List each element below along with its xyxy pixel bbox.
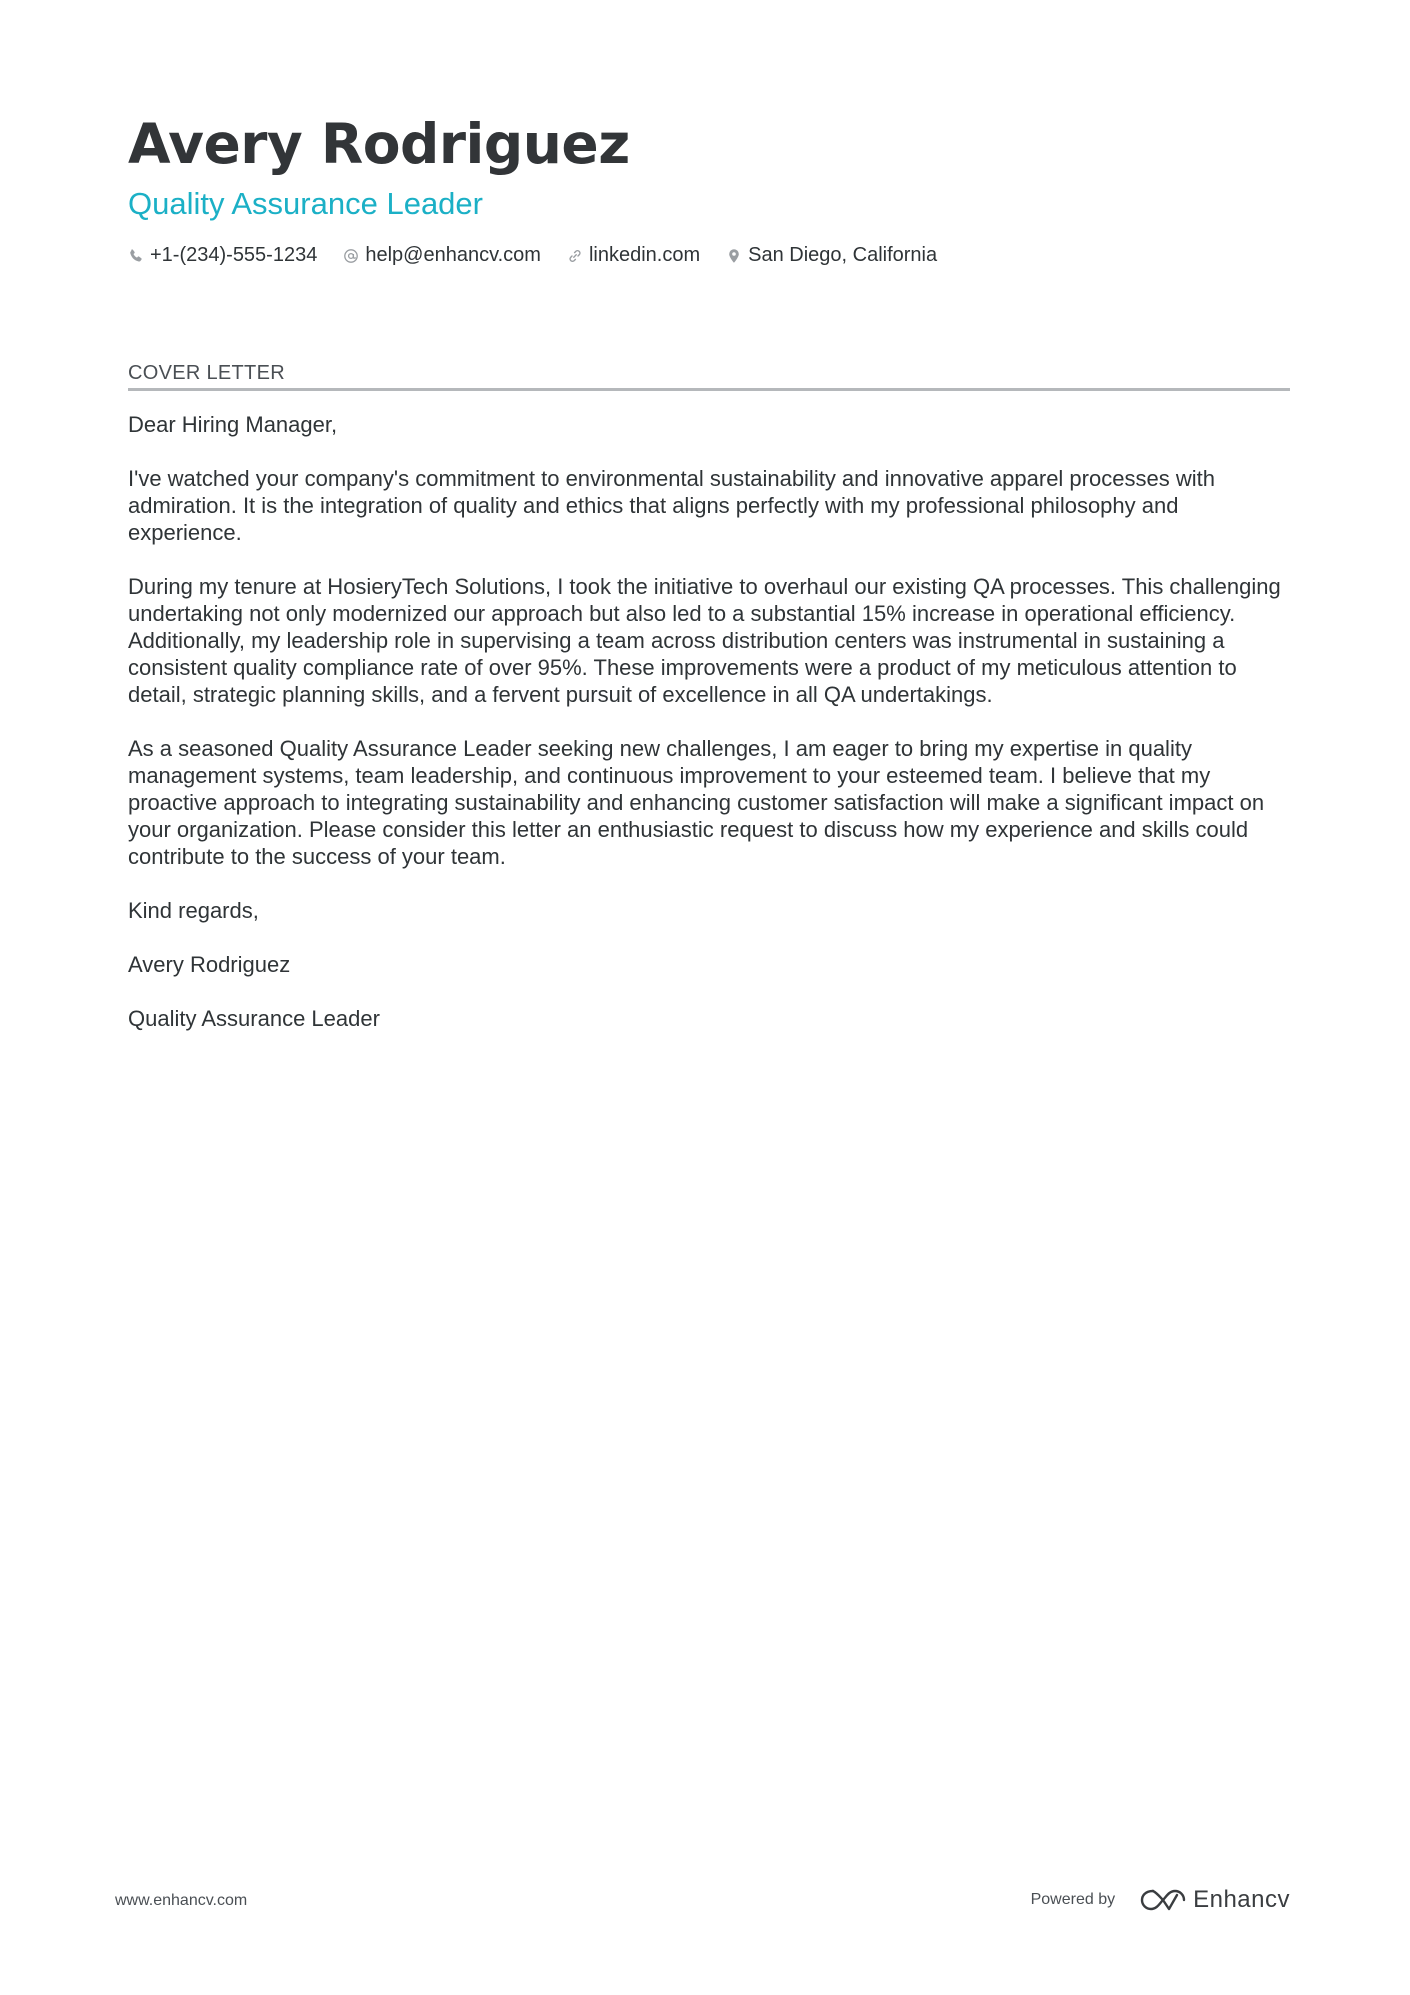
contact-email (343, 244, 541, 267)
applicant-name: Avery Rodriguez (128, 112, 630, 176)
link-icon (567, 248, 583, 264)
letter-body (128, 411, 1290, 1032)
header (128, 108, 1290, 267)
contact-location-text: San Diego, California (748, 244, 938, 266)
enhancv-logo-icon (1139, 1887, 1187, 1913)
applicant-role: Quality Assurance Leader (128, 186, 483, 221)
enhancv-wordmark: Enhancv (1193, 1886, 1290, 1913)
phone-icon (128, 248, 144, 264)
letter-paragraph: As a seasoned Quality Assurance Leader seeking new challenges, I am eager to bring my expertise in quality management systems, team leadership, and continuous improvement to your esteemed team. I believe that my proactive approach to integrating sustainability and enhancing customer satisfaction will make a significant impact on your organization. Please consider this letter an enthusiastic request to discuss how my experience and skills could contribute to the success of your team. (128, 736, 1265, 869)
signature-title: Quality Assurance Leader (128, 1006, 380, 1031)
cover-letter-section (128, 360, 1290, 1032)
contact-link (567, 244, 700, 267)
section-divider (128, 388, 1290, 391)
letter-greeting: Dear Hiring Manager, (128, 412, 338, 437)
contact-bar (128, 244, 1290, 267)
powered-by-label: Powered by (1030, 1891, 1116, 1908)
contact-link-text: linkedin.com (588, 244, 701, 266)
letter-paragraph: During my tenure at HosieryTech Solutions, I took the initiative to overhaul our existing QA processes. This challenging undertaking not only modernized our approach but also led to a substantial 15% increase in operational efficiency. Additionally, my leadership role in supervising a team across distribution centers was instrumental in sustaining a consistent quality compliance rate of over 95%. These improvements were a product of my meticulous attention to detail, strategic planning skills, and a fervent pursuit of excellence in all QA undertakings. (128, 574, 1281, 707)
contact-location (726, 244, 937, 267)
footer (115, 1880, 1290, 1920)
contact-email-text: help@enhancv.com (365, 244, 541, 266)
footer-branding (1031, 1880, 1290, 1920)
contact-phone-text: +1-(234)-555-1234 (150, 244, 318, 266)
contact-phone (128, 244, 317, 267)
letter-paragraph: I've watched your company's commitment to environmental sustainability and innovative apparel processes with admiration. It is the integration of quality and ethics that aligns perfectly with my professional philosophy and experience. (128, 466, 1215, 545)
location-pin-icon (726, 248, 742, 264)
section-title: COVER LETTER (128, 362, 285, 384)
letter-closing: Kind regards, (128, 898, 259, 923)
signature-name: Avery Rodriguez (128, 952, 291, 977)
footer-url[interactable]: www.enhancv.com (115, 1892, 248, 1909)
at-icon (343, 248, 359, 264)
enhancv-logo[interactable] (1139, 1886, 1290, 1914)
